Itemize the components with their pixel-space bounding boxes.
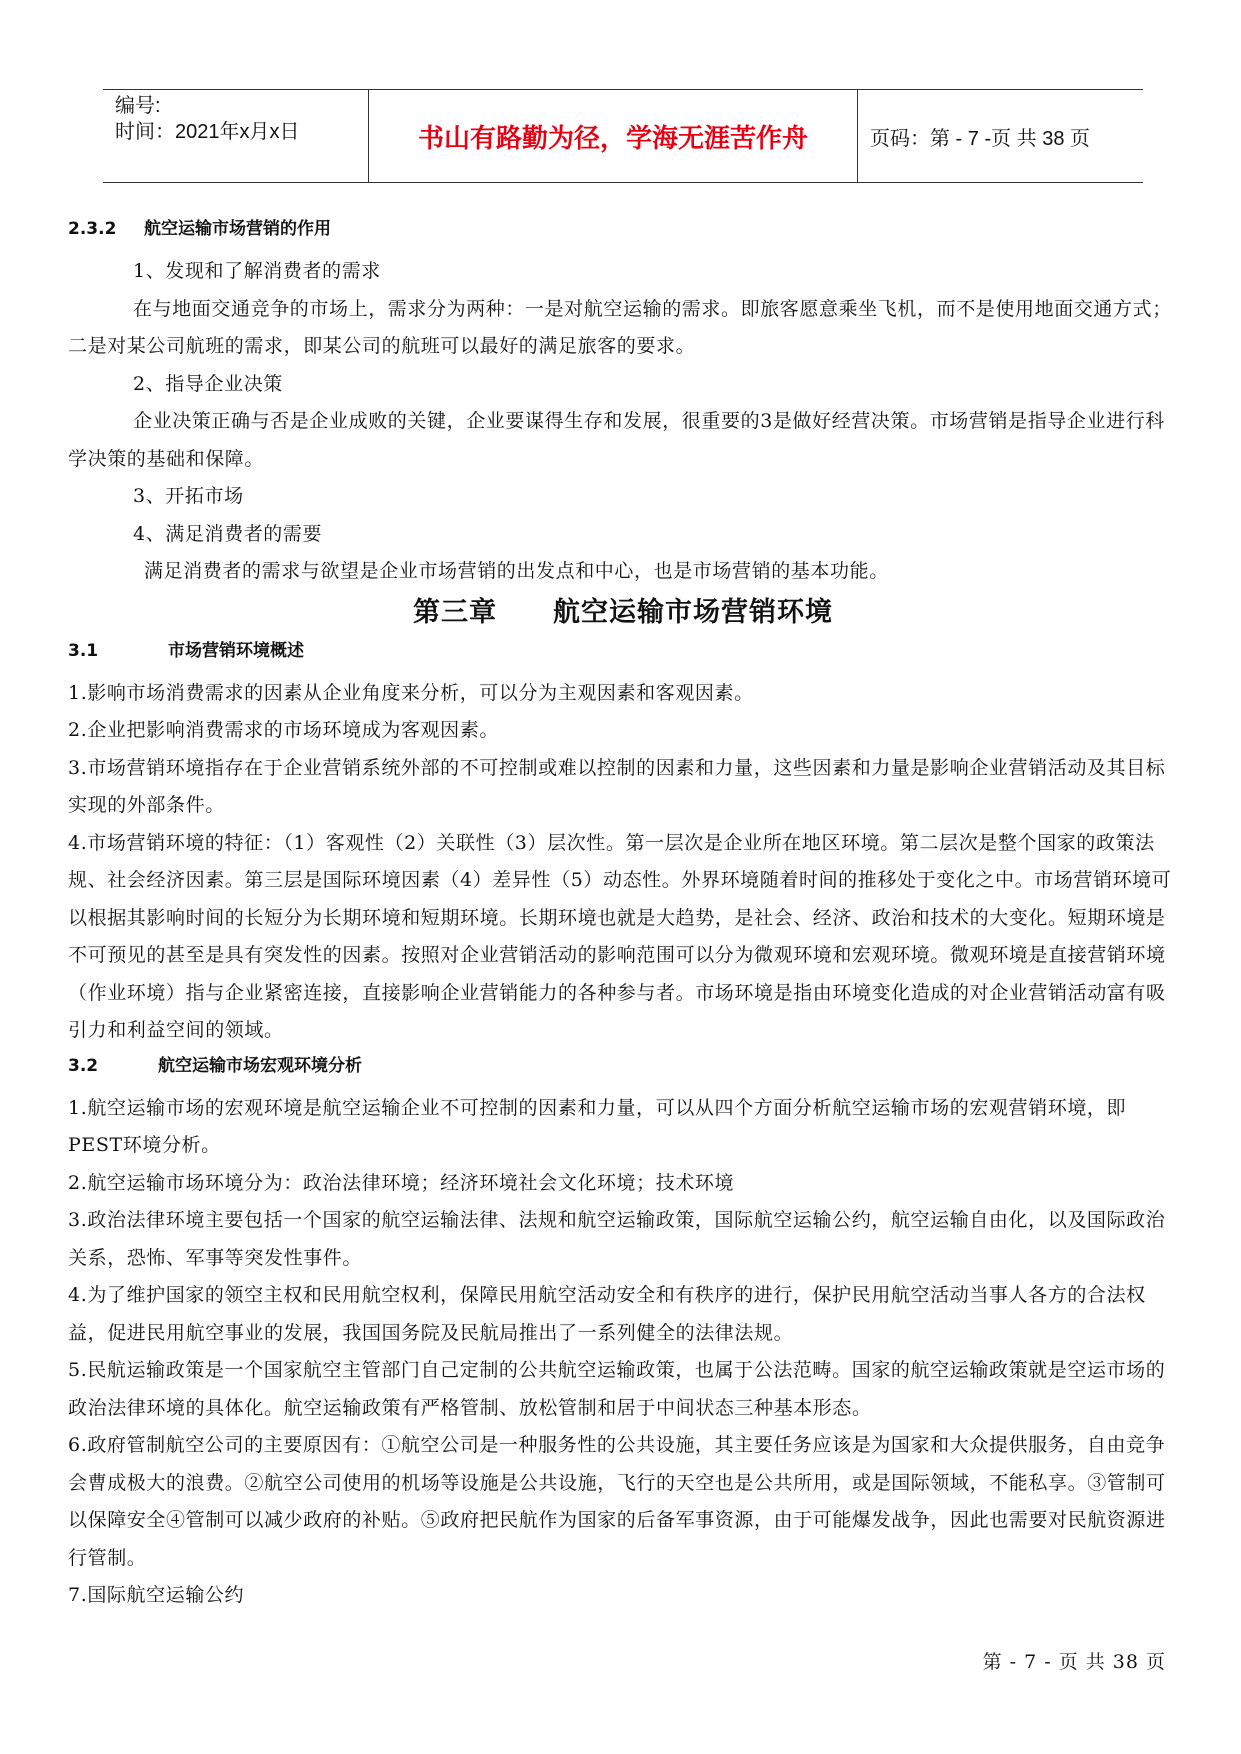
item-heading: 3、开拓市场 (133, 485, 244, 507)
paragraph: 2.企业把影响消费需求的市场环境成为客观因素。 (68, 719, 499, 741)
paragraph: 6.政府管制航空公司的主要原因有：①航空公司是一种服务性的公共设施，其主要任务应该是为国家和大众提供服务，自由竞争会曹成极大的浪费。②航空公司使用的机场等设施是公共设施，飞行的天空也是公共所用，或是国际领域，不能私享。③管制可以保障安全④管制可以减少政府的补贴。⑤政府把民航作为国家的后备军事资源，由于可能爆发战争，因此也需要对民航资源进行管制。 (68, 1434, 1166, 1569)
section-title: 航空运输市场营销的作用 (144, 219, 331, 239)
paragraph: 满足消费者的需求与欲望是企业市场营销的出发点和中心，也是市场营销的基本功能。 (144, 560, 889, 582)
paragraph: 企业决策正确与否是企业成败的关键，企业要谋得生存和发展，很重要的3是做好经营决策。市场营销是指导企业进行科学决策的基础和保障。 (68, 410, 1165, 470)
item-heading: 2、指导企业决策 (133, 372, 283, 395)
section-heading-3-2 (68, 1056, 1178, 1076)
document-number-label: 编号: (115, 95, 161, 117)
paragraph: 1.影响市场消费需求的因素从企业角度来分析，可以分为主观因素和客观因素。 (68, 681, 754, 704)
paragraph: 1.航空运输市场的宏观环境是航空运输企业不可控制的因素和力量，可以从四个方面分析航空运输市场的宏观营销环境，即PEST环境分析。 (68, 1096, 1127, 1156)
paragraph: 4.市场营销环境的特征：（1）客观性（2）关联性（3）层次性。第一层次是企业所在地区环境。第二层次是整个国家的政策法规、社会经济因素。第三层是国际环境因素（4）差异性（5）动态性。外界环境随着时间的推移处于变化之中。市场营销环境可以根据其影响时间的长短分为长期环境和短期环境。长期环境也就是大趋势，是社会、经济、政治和技术的大变化。短期环境是不可预见的甚至是具有突发性的因素。按照对企业营销活动的影响范围可以分为微观环境和宏观环境。微观环境是直接营销环境（作业环境）指与企业紧密连接，直接影响企业营销能力的各种参与者。市场环境是指由环境变化造成的对企业营销活动富有吸引力和利益空间的领域。 (68, 831, 1172, 1041)
section-heading-3-1 (68, 641, 1178, 661)
paragraph: 3.政治法律环境主要包括一个国家的航空运输法律、法规和航空运输政策，国际航空运输公约，航空运输自由化，以及国际政治关系，恐怖、军事等突发性事件。 (68, 1209, 1166, 1269)
chapter-label: 第三章 (413, 596, 497, 628)
header-motto-cell (368, 90, 858, 182)
document-body (68, 219, 1178, 1615)
section-title: 市场营销环境概述 (168, 640, 304, 661)
header-page-code: 页码：第 - 7 -页 共 38 页 (870, 127, 1091, 150)
paragraph: 5.民航运输政策是一个国家航空主管部门自己定制的公共航空运输政策，也属于公法范畴。国家的航空运输政策就是空运市场的政治法律环境的具体化。航空运输政策有严格管制、放松管制和居于中间状态三种基本形态。 (68, 1359, 1166, 1419)
section-number: 3.1 (68, 640, 99, 661)
header-page-cell (858, 90, 1143, 182)
paragraph: 4.为了维护国家的领空主权和民用航空权利，保障民用航空活动安全和有秩序的进行，保护民用航空活动当事人各方的合法权益，促进民用航空事业的发展，我国国务院及民航局推出了一系列健全的法律法规。 (68, 1284, 1146, 1344)
paragraph: 在与地面交通竞争的市场上，需求分为两种：一是对航空运输的需求。即旅客愿意乘坐飞机，而不是使用地面交通方式；二是对某公司航班的需求，即某公司的航班可以最好的满足旅客的要求。 (68, 297, 1172, 357)
section-heading-2-3-2 (68, 219, 1178, 239)
header-motto: 书山有路勤为径，学海无涯苦作舟 (417, 123, 808, 154)
page-header (103, 89, 1143, 183)
page-footer: 第 - 7 - 页 共 38 页 (982, 1651, 1166, 1673)
section-number: 2.3.2 (68, 219, 117, 239)
chapter-heading (68, 591, 1178, 635)
chapter-title: 航空运输市场营销环境 (553, 596, 833, 628)
paragraph: 7.国际航空运输公约 (68, 1584, 245, 1606)
paragraph: 2.航空运输市场环境分为：政治法律环境；经济环境社会文化环境；技术环境 (68, 1171, 735, 1194)
section-number: 3.2 (68, 1055, 99, 1076)
section-title: 航空运输市场宏观环境分析 (158, 1055, 362, 1076)
header-left-cell (103, 90, 368, 182)
paragraph: 3.市场营销环境指存在于企业营销系统外部的不可控制或难以控制的因素和力量，这些因素和力量是影响企业营销活动及其目标实现的外部条件。 (68, 756, 1166, 816)
item-heading: 4、满足消费者的需要 (133, 522, 323, 545)
item-heading: 1、发现和了解消费者的需求 (133, 260, 381, 282)
document-time-label: 时间：2021年x月x日 (115, 121, 300, 143)
